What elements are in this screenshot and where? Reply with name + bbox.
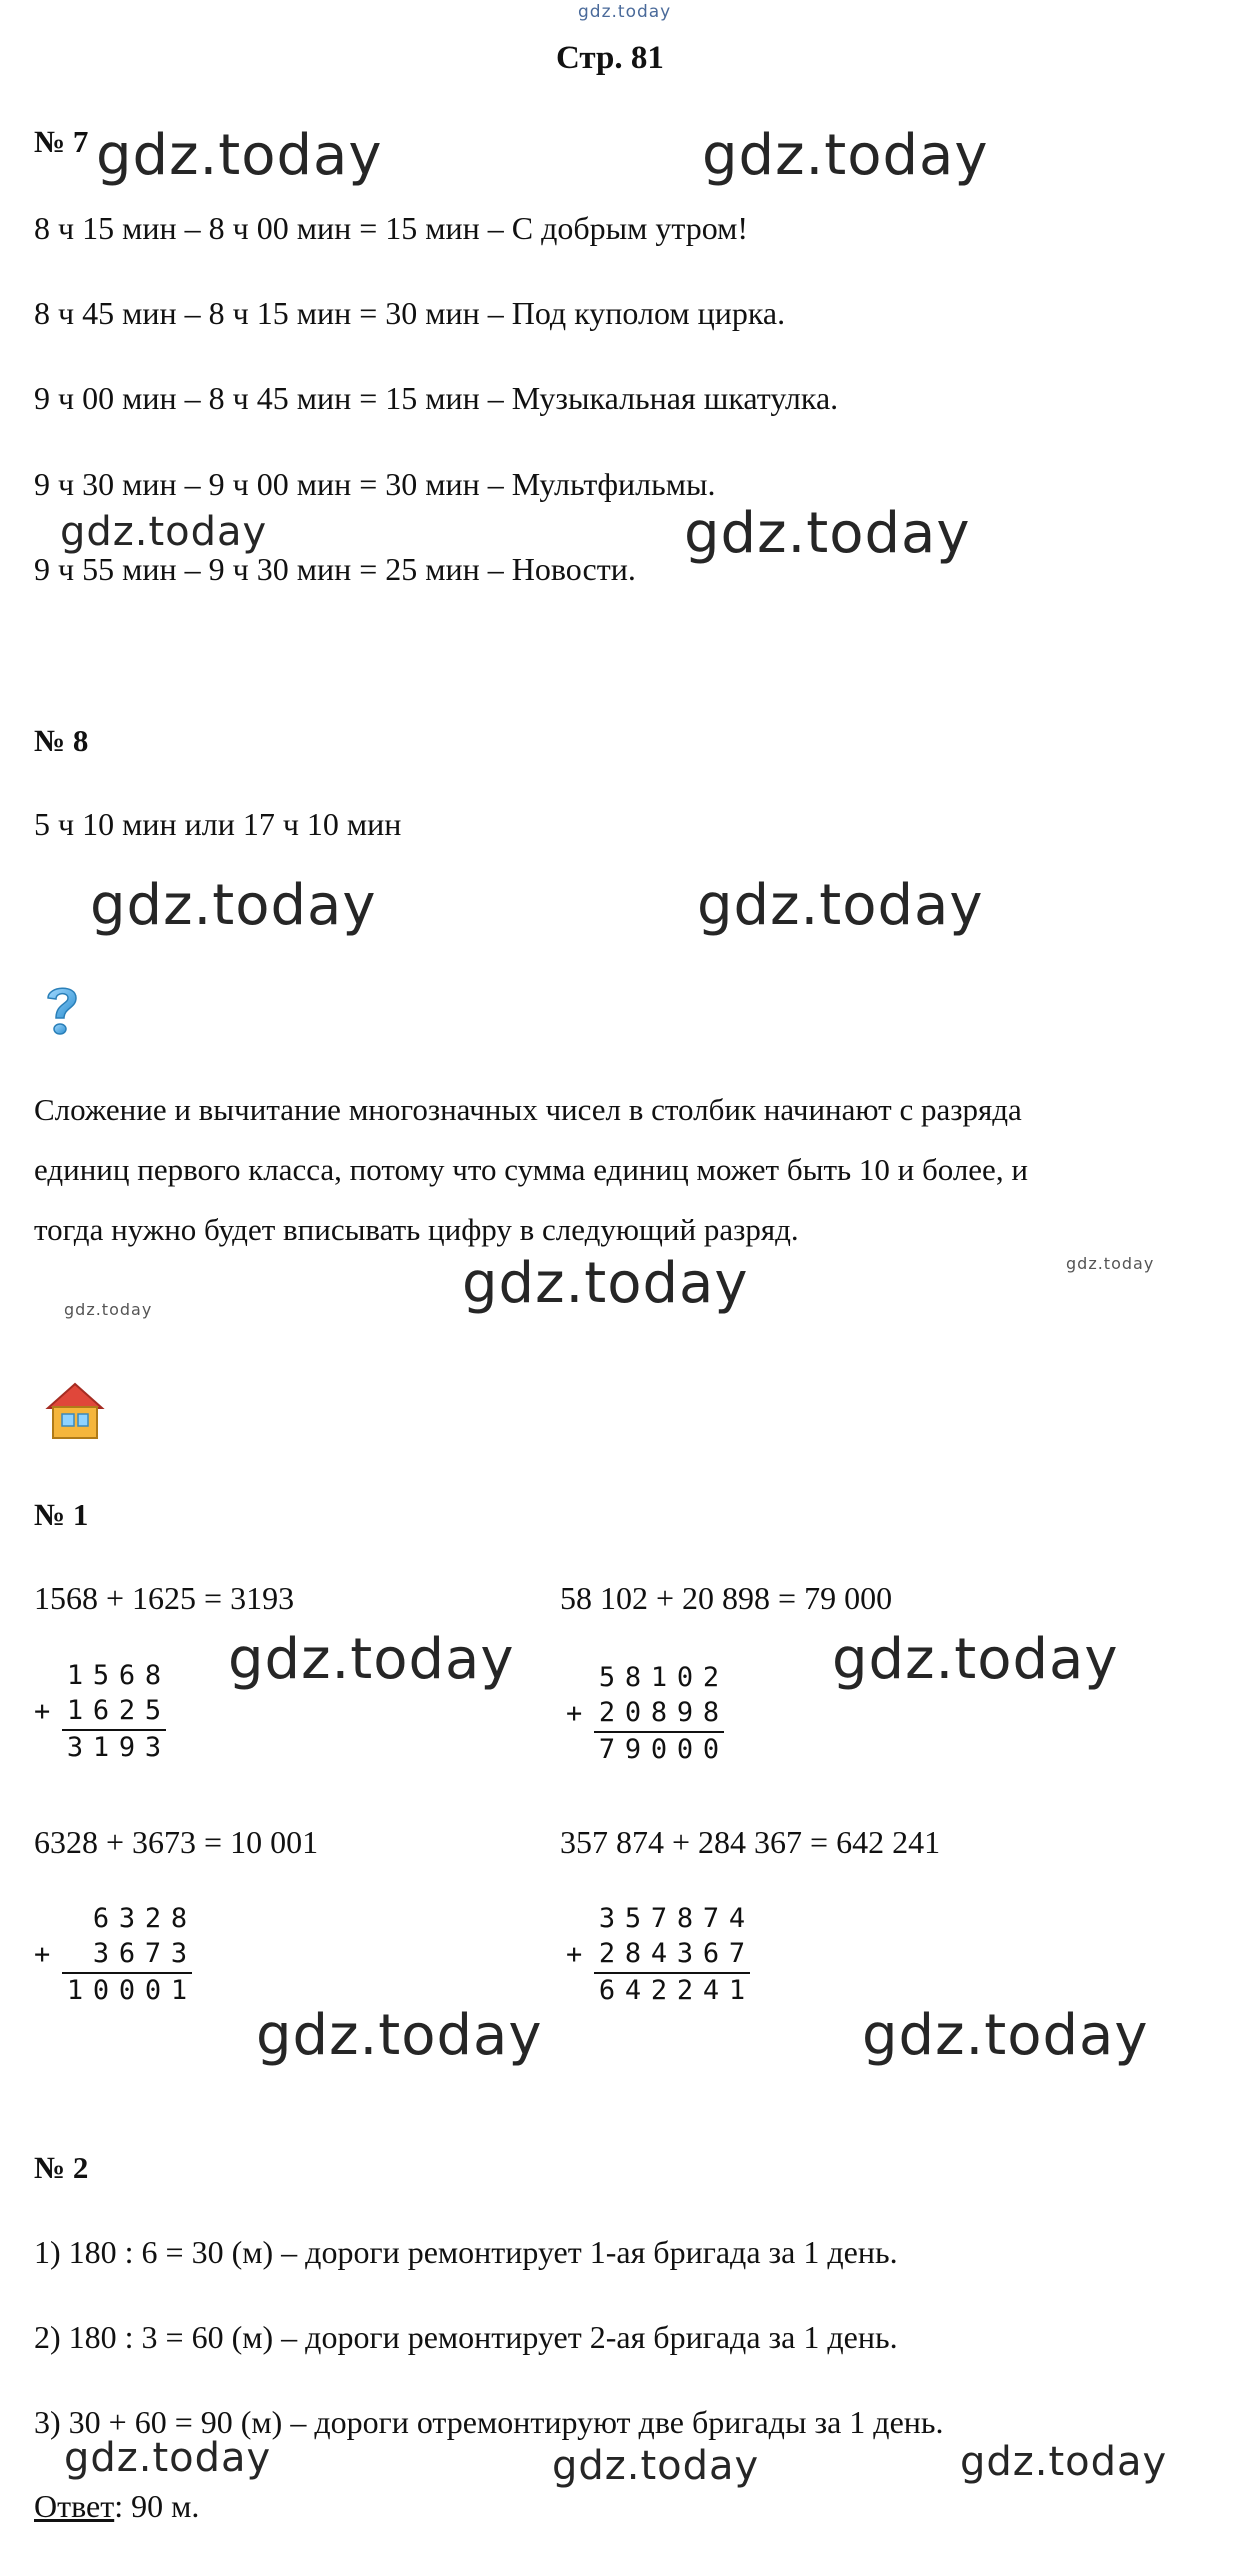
digit: 6 <box>92 1695 110 1726</box>
digit: 0 <box>144 1975 162 2006</box>
digit: 9 <box>118 1732 136 1763</box>
column-digits <box>594 1732 724 1768</box>
digit: 1 <box>650 1662 668 1693</box>
question-mark-icon <box>40 982 84 1038</box>
column-addend-1 <box>34 1901 192 1937</box>
hw2-line-2: 2) 180 : 3 = 60 (м) – дороги ремонтирует 2-ая бригада за 1 день. <box>34 2319 898 2355</box>
digit: 2 <box>144 1903 162 1934</box>
column-addend-1 <box>566 1660 724 1696</box>
digit: 7 <box>728 1938 746 1969</box>
column-operator: + <box>566 1939 583 1970</box>
digit: 3 <box>598 1903 616 1934</box>
task7-line-2: 8 ч 45 мин – 8 ч 15 мин = 30 мин – Под куполом цирка. <box>34 295 786 331</box>
column-addition-3 <box>34 1901 192 2009</box>
digit: 8 <box>624 1662 642 1693</box>
digit: 8 <box>676 1903 694 1934</box>
hw2-line-3: 3) 30 + 60 = 90 (м) – дороги отремонтируют две бригады за 1 день. <box>34 2404 944 2440</box>
column-operator: + <box>34 1696 51 1727</box>
column-addition-4 <box>566 1901 750 2009</box>
digit <box>62 1901 88 1937</box>
digit: 5 <box>598 1662 616 1693</box>
column-addend-2 <box>566 1696 724 1732</box>
digit: 0 <box>624 1697 642 1728</box>
question-line-3: тогда нужно будет вписывать цифру в следующий разряд. <box>34 1212 799 1247</box>
task8-answer: 5 ч 10 мин или 17 ч 10 мин <box>34 806 402 842</box>
task7-line-5: 9 ч 55 мин – 9 ч 30 мин = 25 мин – Новости. <box>34 551 636 587</box>
digit: 8 <box>650 1697 668 1728</box>
hw1-equation-1: 1568 + 1625 = 3193 <box>34 1580 295 1616</box>
digit: 9 <box>676 1697 694 1728</box>
digit: 6 <box>598 1975 616 2006</box>
column-digits <box>594 1936 750 1974</box>
column-addend-1 <box>566 1901 750 1937</box>
digit: 4 <box>624 1975 642 2006</box>
question-paragraph <box>34 1080 1214 1260</box>
digit: 1 <box>66 1975 84 2006</box>
digit: 5 <box>624 1903 642 1934</box>
digit: 8 <box>624 1938 642 1969</box>
digit: 5 <box>144 1695 162 1726</box>
digit: 2 <box>702 1662 720 1693</box>
digit: 8 <box>144 1660 162 1691</box>
column-digits <box>594 1695 724 1733</box>
digit: 3 <box>676 1938 694 1969</box>
watermark: gdz.today <box>832 1627 1119 1692</box>
task7-line-1: 8 ч 15 мин – 8 ч 00 мин = 15 мин – С добрым утром! <box>34 210 749 246</box>
column-sum <box>566 1732 724 1768</box>
digit: 7 <box>144 1938 162 1969</box>
watermark: gdz.today <box>702 123 989 188</box>
answer-label: Ответ <box>34 2488 115 2524</box>
watermark: gdz.today <box>462 1251 749 1316</box>
watermark: gdz.today <box>64 2435 272 2481</box>
digit: 5 <box>92 1660 110 1691</box>
digit: 6 <box>702 1938 720 1969</box>
digit: 3 <box>92 1938 110 1969</box>
digit: 0 <box>118 1975 136 2006</box>
watermark: gdz.today <box>90 873 377 938</box>
task7-line-3: 9 ч 00 мин – 8 ч 45 мин = 15 мин – Музыкальная шкатулка. <box>34 380 839 416</box>
digit: 2 <box>676 1975 694 2006</box>
house-icon <box>44 1380 106 1442</box>
digit: 3 <box>170 1938 188 1969</box>
digit: 1 <box>66 1660 84 1691</box>
hw1-equation-3: 6328 + 3673 = 10 001 <box>34 1824 319 1860</box>
digit: 0 <box>676 1662 694 1693</box>
digit: 1 <box>92 1732 110 1763</box>
digit: 0 <box>702 1734 720 1765</box>
watermark: gdz.today <box>64 1300 153 1319</box>
digit: 2 <box>598 1697 616 1728</box>
column-addition-2 <box>566 1660 724 1768</box>
digit: 3 <box>144 1732 162 1763</box>
column-digits <box>62 1901 192 1937</box>
column-sum <box>34 1973 192 2009</box>
digit: 4 <box>702 1975 720 2006</box>
digit <box>62 1936 88 1972</box>
column-sum <box>34 1730 166 1766</box>
watermark: gdz.today <box>228 1627 515 1692</box>
column-digits <box>62 1973 192 2009</box>
hw2-line-1: 1) 180 : 6 = 30 (м) – дороги ремонтирует 1-ая бригада за 1 день. <box>34 2234 898 2270</box>
task8-heading: № 8 <box>34 723 89 758</box>
column-digits <box>594 1973 750 2009</box>
column-addend-2 <box>34 1694 166 1730</box>
digit: 6 <box>118 1938 136 1969</box>
column-operator: + <box>34 1939 51 1970</box>
watermark: gdz.today <box>697 873 984 938</box>
column-digits <box>62 1936 192 1974</box>
task7-line-4: 9 ч 30 мин – 9 ч 00 мин = 30 мин – Мультфильмы. <box>34 466 716 502</box>
watermark: gdz.today <box>96 123 383 188</box>
column-addition-1 <box>34 1658 166 1766</box>
digit: 2 <box>598 1938 616 1969</box>
column-addend-1 <box>34 1658 166 1694</box>
digit: 7 <box>650 1903 668 1934</box>
column-digits <box>62 1658 166 1694</box>
digit: 1 <box>728 1975 746 2006</box>
column-addend-2 <box>566 1937 750 1973</box>
question-line-2: единиц первого класса, потому что сумма единиц может быть 10 и более, и <box>34 1152 1028 1187</box>
watermark: gdz.today <box>1066 1254 1155 1273</box>
digit: 8 <box>170 1903 188 1934</box>
digit: 7 <box>598 1734 616 1765</box>
digit: 0 <box>676 1734 694 1765</box>
hw2-heading: № 2 <box>34 2150 89 2185</box>
hw1-equation-2: 58 102 + 20 898 = 79 000 <box>560 1580 893 1616</box>
column-addend-2 <box>34 1937 192 1973</box>
column-digits <box>62 1730 166 1766</box>
column-operator: + <box>566 1698 583 1729</box>
digit: 8 <box>702 1697 720 1728</box>
watermark: gdz.today <box>256 2003 543 2068</box>
watermark: gdz.today <box>684 501 971 566</box>
answer-value: : 90 м. <box>114 2488 200 2524</box>
watermark: gdz.today <box>862 2003 1149 2068</box>
digit: 3 <box>118 1903 136 1934</box>
question-line-1: Сложение и вычитание многозначных чисел в столбик начинают с разряда <box>34 1092 1022 1127</box>
digit: 6 <box>118 1660 136 1691</box>
digit: 3 <box>66 1732 84 1763</box>
digit: 0 <box>650 1734 668 1765</box>
watermark: gdz.today <box>60 509 268 555</box>
digit: 9 <box>624 1734 642 1765</box>
column-digits <box>62 1693 166 1731</box>
digit: 1 <box>170 1975 188 2006</box>
task7-heading: № 7 <box>34 124 89 159</box>
column-digits <box>594 1660 724 1696</box>
watermark: gdz.today <box>552 2443 760 2489</box>
digit: 6 <box>92 1903 110 1934</box>
digit: 4 <box>650 1938 668 1969</box>
column-digits <box>594 1901 750 1937</box>
hw1-equation-4: 357 874 + 284 367 = 642 241 <box>560 1824 941 1860</box>
column-sum <box>566 1973 750 2009</box>
digit: 2 <box>650 1975 668 2006</box>
digit: 4 <box>728 1903 746 1934</box>
page-title: Стр. 81 <box>556 40 664 76</box>
digit: 0 <box>92 1975 110 2006</box>
watermark-top: gdz.today <box>578 2 672 22</box>
hw2-answer <box>34 2490 199 2522</box>
digit: 1 <box>66 1695 84 1726</box>
digit: 2 <box>118 1695 136 1726</box>
hw1-heading: № 1 <box>34 1497 89 1532</box>
watermark: gdz.today <box>960 2439 1168 2485</box>
digit: 7 <box>702 1903 720 1934</box>
